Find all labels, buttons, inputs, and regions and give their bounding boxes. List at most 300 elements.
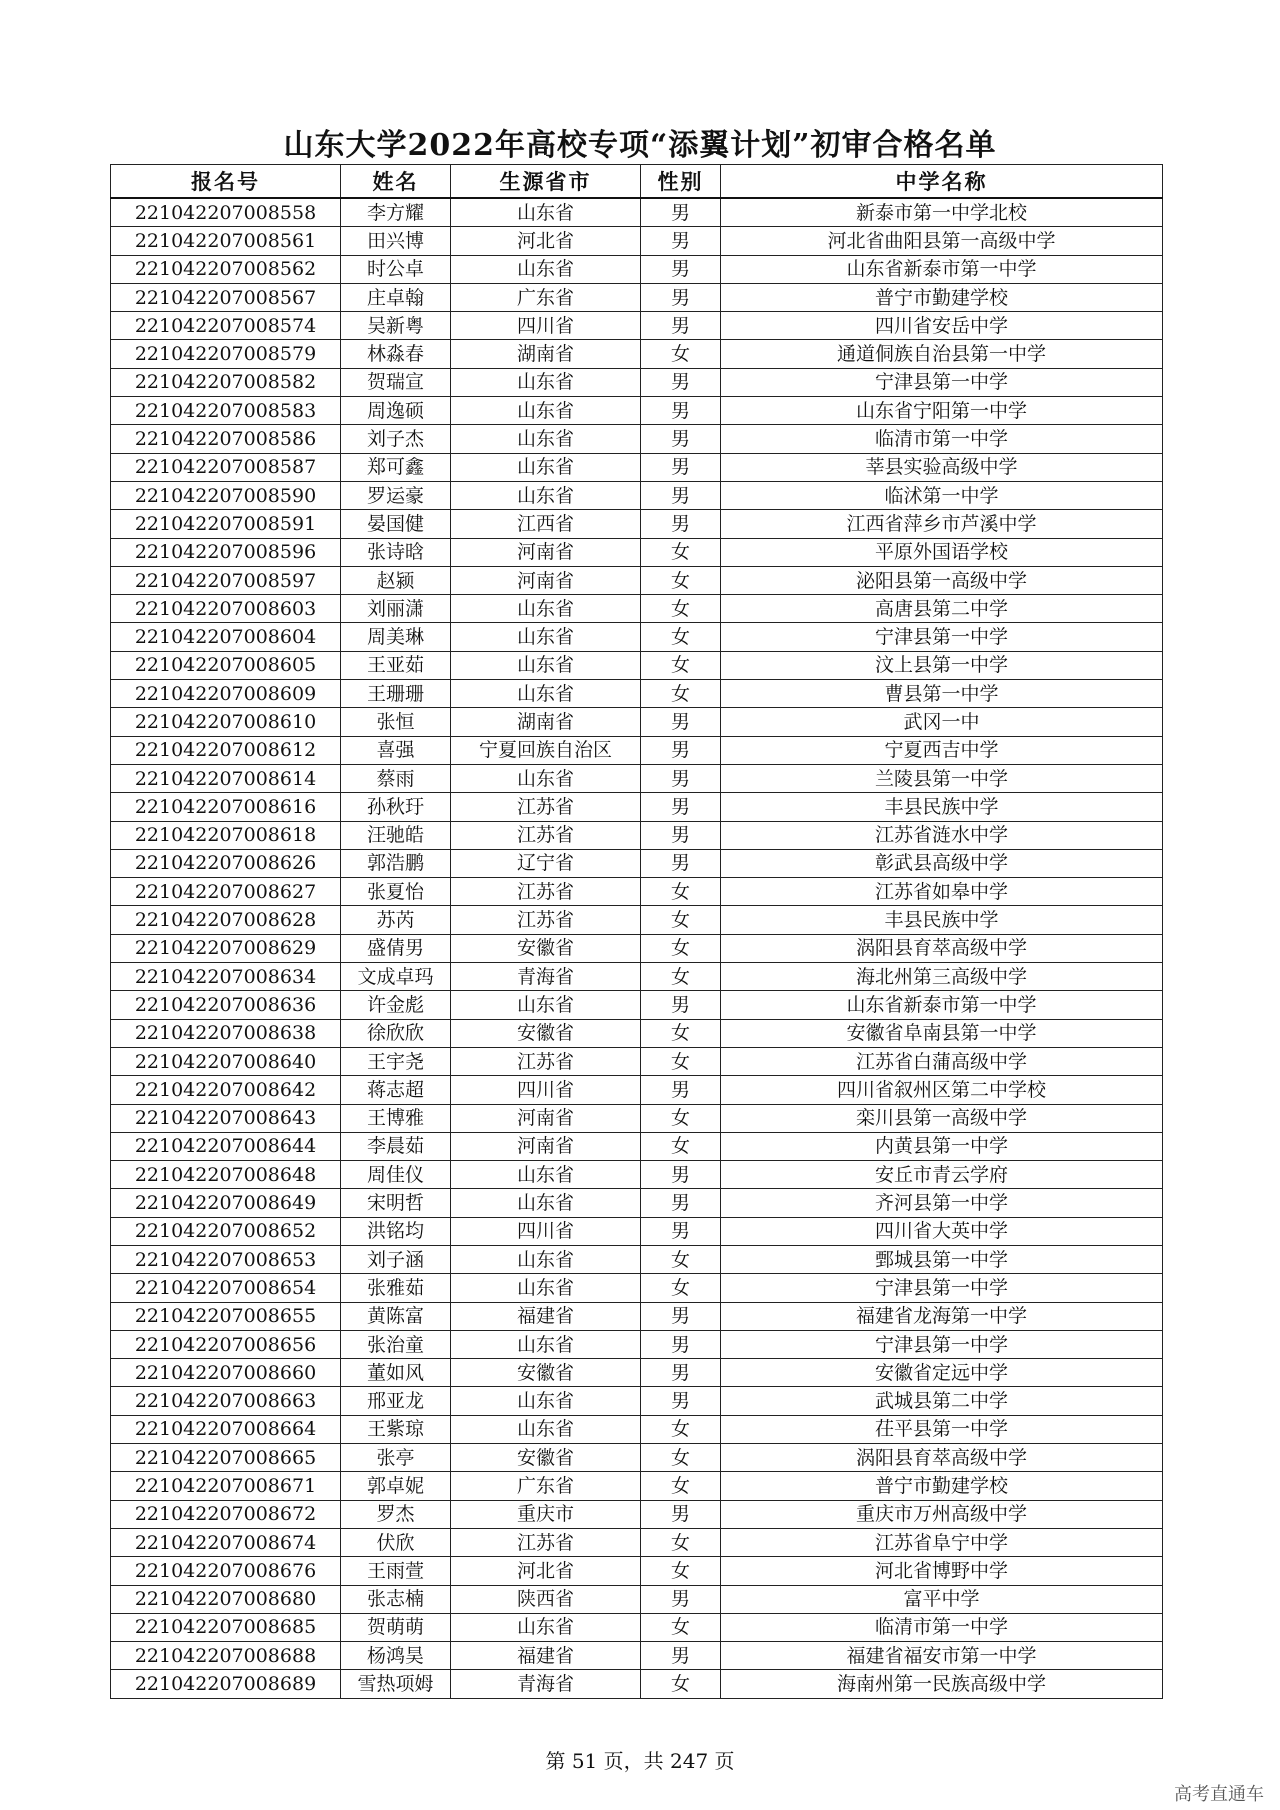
cell-name: 杨鸿昊 bbox=[341, 1642, 451, 1670]
cell-name: 贺瑞宣 bbox=[341, 368, 451, 396]
cell-registration-number: 221042207008672 bbox=[111, 1500, 341, 1528]
cell-name: 黄陈富 bbox=[341, 1302, 451, 1330]
table-row bbox=[111, 991, 1163, 1019]
table-row bbox=[111, 906, 1163, 934]
cell-school: 平原外国语学校 bbox=[721, 538, 1163, 566]
cell-province: 山东省 bbox=[451, 481, 641, 509]
cell-registration-number: 221042207008654 bbox=[111, 1274, 341, 1302]
cell-gender: 女 bbox=[641, 1274, 721, 1302]
cell-registration-number: 221042207008656 bbox=[111, 1330, 341, 1358]
table-row bbox=[111, 1500, 1163, 1528]
table-row bbox=[111, 312, 1163, 340]
table-row bbox=[111, 1047, 1163, 1075]
table-row bbox=[111, 963, 1163, 991]
cell-name: 文成卓玛 bbox=[341, 963, 451, 991]
cell-province: 山东省 bbox=[451, 1613, 641, 1641]
cell-gender: 女 bbox=[641, 1528, 721, 1556]
cell-province: 广东省 bbox=[451, 1472, 641, 1500]
cell-registration-number: 221042207008674 bbox=[111, 1528, 341, 1556]
cell-gender: 女 bbox=[641, 1132, 721, 1160]
cell-school: 泌阳县第一高级中学 bbox=[721, 566, 1163, 594]
cell-school: 丰县民族中学 bbox=[721, 793, 1163, 821]
cell-gender: 男 bbox=[641, 1585, 721, 1613]
table-row bbox=[111, 283, 1163, 311]
cell-province: 山东省 bbox=[451, 1387, 641, 1415]
cell-gender: 女 bbox=[641, 878, 721, 906]
table-row bbox=[111, 821, 1163, 849]
cell-province: 青海省 bbox=[451, 963, 641, 991]
table-row bbox=[111, 1330, 1163, 1358]
cell-province: 福建省 bbox=[451, 1642, 641, 1670]
cell-province: 安徽省 bbox=[451, 1359, 641, 1387]
table-row bbox=[111, 1189, 1163, 1217]
cell-school: 齐河县第一中学 bbox=[721, 1189, 1163, 1217]
cell-registration-number: 221042207008590 bbox=[111, 481, 341, 509]
cell-province: 河北省 bbox=[451, 227, 641, 255]
cell-registration-number: 221042207008626 bbox=[111, 849, 341, 877]
table-row bbox=[111, 1472, 1163, 1500]
cell-name: 吴新粤 bbox=[341, 312, 451, 340]
cell-registration-number: 221042207008597 bbox=[111, 566, 341, 594]
cell-name: 郑可鑫 bbox=[341, 453, 451, 481]
cell-gender: 男 bbox=[641, 1330, 721, 1358]
cell-school: 莘县实验高级中学 bbox=[721, 453, 1163, 481]
table-row bbox=[111, 651, 1163, 679]
table-header-row bbox=[111, 165, 1163, 199]
cell-name: 王雨萱 bbox=[341, 1557, 451, 1585]
cell-school: 江苏省阜宁中学 bbox=[721, 1528, 1163, 1556]
cell-name: 王珊珊 bbox=[341, 680, 451, 708]
cell-registration-number: 221042207008603 bbox=[111, 595, 341, 623]
cell-registration-number: 221042207008642 bbox=[111, 1076, 341, 1104]
cell-province: 山东省 bbox=[451, 198, 641, 227]
cell-school: 临清市第一中学 bbox=[721, 425, 1163, 453]
cell-province: 河南省 bbox=[451, 1132, 641, 1160]
cell-registration-number: 221042207008636 bbox=[111, 991, 341, 1019]
cell-school: 河北省曲阳县第一高级中学 bbox=[721, 227, 1163, 255]
cell-school: 江苏省如皋中学 bbox=[721, 878, 1163, 906]
cell-school: 茌平县第一中学 bbox=[721, 1415, 1163, 1443]
cell-province: 辽宁省 bbox=[451, 849, 641, 877]
cell-school: 四川省大英中学 bbox=[721, 1217, 1163, 1245]
cell-province: 山东省 bbox=[451, 397, 641, 425]
table-row bbox=[111, 368, 1163, 396]
table-row bbox=[111, 1302, 1163, 1330]
cell-school: 临清市第一中学 bbox=[721, 1613, 1163, 1641]
table-row bbox=[111, 1670, 1163, 1698]
cell-name: 盛倩男 bbox=[341, 934, 451, 962]
cell-province: 陕西省 bbox=[451, 1585, 641, 1613]
cell-name: 王博雅 bbox=[341, 1104, 451, 1132]
table-row bbox=[111, 1557, 1163, 1585]
cell-province: 山东省 bbox=[451, 1415, 641, 1443]
cell-registration-number: 221042207008616 bbox=[111, 793, 341, 821]
cell-gender: 男 bbox=[641, 736, 721, 764]
table-row bbox=[111, 708, 1163, 736]
cell-school: 涡阳县育萃高级中学 bbox=[721, 934, 1163, 962]
cell-school: 武冈一中 bbox=[721, 708, 1163, 736]
cell-gender: 女 bbox=[641, 1245, 721, 1273]
page-footer: 第 51 页，共 247 页 bbox=[545, 1749, 735, 1773]
cell-name: 周佳仪 bbox=[341, 1161, 451, 1189]
table-row bbox=[111, 623, 1163, 651]
cell-registration-number: 221042207008609 bbox=[111, 680, 341, 708]
cell-province: 四川省 bbox=[451, 312, 641, 340]
cell-province: 山东省 bbox=[451, 651, 641, 679]
cell-registration-number: 221042207008664 bbox=[111, 1415, 341, 1443]
cell-province: 安徽省 bbox=[451, 1019, 641, 1047]
cell-province: 广东省 bbox=[451, 283, 641, 311]
header-name: 姓名 bbox=[341, 165, 451, 199]
cell-registration-number: 221042207008583 bbox=[111, 397, 341, 425]
cell-gender: 男 bbox=[641, 510, 721, 538]
cell-province: 江苏省 bbox=[451, 1528, 641, 1556]
cell-registration-number: 221042207008605 bbox=[111, 651, 341, 679]
table-row bbox=[111, 566, 1163, 594]
table-row bbox=[111, 1161, 1163, 1189]
cell-province: 山东省 bbox=[451, 1161, 641, 1189]
cell-registration-number: 221042207008614 bbox=[111, 764, 341, 792]
table-row bbox=[111, 1019, 1163, 1047]
cell-school: 河北省博野中学 bbox=[721, 1557, 1163, 1585]
cell-name: 晏国健 bbox=[341, 510, 451, 538]
table-row bbox=[111, 481, 1163, 509]
page-title: 山东大学2022年高校专项“添翼计划”初审合格名单 bbox=[283, 128, 997, 163]
header-gender: 性别 bbox=[641, 165, 721, 199]
cell-gender: 男 bbox=[641, 283, 721, 311]
cell-registration-number: 221042207008561 bbox=[111, 227, 341, 255]
cell-school: 福建省福安市第一中学 bbox=[721, 1642, 1163, 1670]
cell-gender: 女 bbox=[641, 1557, 721, 1585]
cell-name: 蔡雨 bbox=[341, 764, 451, 792]
table-row bbox=[111, 680, 1163, 708]
cell-name: 徐欣欣 bbox=[341, 1019, 451, 1047]
cell-name: 郭卓妮 bbox=[341, 1472, 451, 1500]
cell-province: 山东省 bbox=[451, 368, 641, 396]
cell-registration-number: 221042207008627 bbox=[111, 878, 341, 906]
cell-gender: 男 bbox=[641, 312, 721, 340]
cell-registration-number: 221042207008628 bbox=[111, 906, 341, 934]
cell-name: 周逸硕 bbox=[341, 397, 451, 425]
table-row bbox=[111, 227, 1163, 255]
cell-name: 刘丽潇 bbox=[341, 595, 451, 623]
cell-gender: 男 bbox=[641, 1387, 721, 1415]
cell-gender: 男 bbox=[641, 1161, 721, 1189]
cell-registration-number: 221042207008604 bbox=[111, 623, 341, 651]
cell-name: 雪热项姆 bbox=[341, 1670, 451, 1698]
cell-school: 福建省龙海第一中学 bbox=[721, 1302, 1163, 1330]
table-row bbox=[111, 1415, 1163, 1443]
cell-province: 山东省 bbox=[451, 680, 641, 708]
cell-name: 李晨茹 bbox=[341, 1132, 451, 1160]
cell-name: 张亭 bbox=[341, 1444, 451, 1472]
cell-school: 武城县第二中学 bbox=[721, 1387, 1163, 1415]
cell-school: 新泰市第一中学北校 bbox=[721, 198, 1163, 227]
cell-registration-number: 221042207008649 bbox=[111, 1189, 341, 1217]
cell-school: 四川省安岳中学 bbox=[721, 312, 1163, 340]
cell-name: 许金彪 bbox=[341, 991, 451, 1019]
cell-registration-number: 221042207008676 bbox=[111, 1557, 341, 1585]
cell-name: 罗杰 bbox=[341, 1500, 451, 1528]
cell-school: 安徽省阜南县第一中学 bbox=[721, 1019, 1163, 1047]
table-row bbox=[111, 849, 1163, 877]
cell-registration-number: 221042207008582 bbox=[111, 368, 341, 396]
cell-gender: 女 bbox=[641, 1444, 721, 1472]
cell-gender: 男 bbox=[641, 764, 721, 792]
candidate-table bbox=[110, 164, 1163, 1699]
cell-registration-number: 221042207008660 bbox=[111, 1359, 341, 1387]
cell-province: 河南省 bbox=[451, 566, 641, 594]
cell-school: 涡阳县育萃高级中学 bbox=[721, 1444, 1163, 1472]
cell-school: 汶上县第一中学 bbox=[721, 651, 1163, 679]
cell-registration-number: 221042207008610 bbox=[111, 708, 341, 736]
cell-province: 安徽省 bbox=[451, 1444, 641, 1472]
cell-name: 张诗晗 bbox=[341, 538, 451, 566]
cell-gender: 女 bbox=[641, 566, 721, 594]
cell-registration-number: 221042207008558 bbox=[111, 198, 341, 227]
cell-name: 苏芮 bbox=[341, 906, 451, 934]
cell-name: 刘子杰 bbox=[341, 425, 451, 453]
cell-school: 宁津县第一中学 bbox=[721, 368, 1163, 396]
cell-name: 张恒 bbox=[341, 708, 451, 736]
table-row bbox=[111, 1132, 1163, 1160]
cell-registration-number: 221042207008653 bbox=[111, 1245, 341, 1273]
cell-gender: 女 bbox=[641, 1670, 721, 1698]
table-body bbox=[111, 198, 1163, 1698]
cell-name: 王宇尧 bbox=[341, 1047, 451, 1075]
table-row bbox=[111, 1359, 1163, 1387]
cell-gender: 女 bbox=[641, 1104, 721, 1132]
cell-gender: 男 bbox=[641, 1642, 721, 1670]
cell-school: 临沭第一中学 bbox=[721, 481, 1163, 509]
cell-school: 海南州第一民族高级中学 bbox=[721, 1670, 1163, 1698]
table-row bbox=[111, 1444, 1163, 1472]
cell-registration-number: 221042207008688 bbox=[111, 1642, 341, 1670]
cell-school: 兰陵县第一中学 bbox=[721, 764, 1163, 792]
cell-school: 彰武县高级中学 bbox=[721, 849, 1163, 877]
cell-school: 普宁市勤建学校 bbox=[721, 283, 1163, 311]
cell-gender: 男 bbox=[641, 227, 721, 255]
table-row bbox=[111, 1528, 1163, 1556]
cell-gender: 女 bbox=[641, 623, 721, 651]
cell-name: 刘子涵 bbox=[341, 1245, 451, 1273]
cell-gender: 女 bbox=[641, 1047, 721, 1075]
cell-name: 周美琳 bbox=[341, 623, 451, 651]
cell-school: 栾川县第一高级中学 bbox=[721, 1104, 1163, 1132]
cell-name: 罗运豪 bbox=[341, 481, 451, 509]
cell-gender: 男 bbox=[641, 1500, 721, 1528]
cell-gender: 男 bbox=[641, 397, 721, 425]
cell-name: 董如风 bbox=[341, 1359, 451, 1387]
table-row bbox=[111, 878, 1163, 906]
cell-registration-number: 221042207008644 bbox=[111, 1132, 341, 1160]
table-row bbox=[111, 1104, 1163, 1132]
cell-registration-number: 221042207008586 bbox=[111, 425, 341, 453]
cell-school: 宁津县第一中学 bbox=[721, 1330, 1163, 1358]
cell-gender: 女 bbox=[641, 651, 721, 679]
cell-name: 庄卓翰 bbox=[341, 283, 451, 311]
cell-province: 四川省 bbox=[451, 1076, 641, 1104]
cell-registration-number: 221042207008652 bbox=[111, 1217, 341, 1245]
cell-province: 河南省 bbox=[451, 1104, 641, 1132]
header-province: 生源省市 bbox=[451, 165, 641, 199]
cell-province: 河南省 bbox=[451, 538, 641, 566]
cell-school: 宁夏西吉中学 bbox=[721, 736, 1163, 764]
table-row bbox=[111, 1274, 1163, 1302]
cell-province: 江苏省 bbox=[451, 821, 641, 849]
cell-registration-number: 221042207008685 bbox=[111, 1613, 341, 1641]
cell-gender: 男 bbox=[641, 453, 721, 481]
cell-name: 贺萌萌 bbox=[341, 1613, 451, 1641]
cell-province: 山东省 bbox=[451, 1189, 641, 1217]
cell-name: 张夏怡 bbox=[341, 878, 451, 906]
cell-name: 张治童 bbox=[341, 1330, 451, 1358]
cell-registration-number: 221042207008655 bbox=[111, 1302, 341, 1330]
table-row bbox=[111, 1076, 1163, 1104]
cell-gender: 男 bbox=[641, 1189, 721, 1217]
table-row bbox=[111, 1245, 1163, 1273]
table-row bbox=[111, 595, 1163, 623]
cell-registration-number: 221042207008680 bbox=[111, 1585, 341, 1613]
cell-province: 山东省 bbox=[451, 1274, 641, 1302]
cell-gender: 女 bbox=[641, 595, 721, 623]
cell-registration-number: 221042207008640 bbox=[111, 1047, 341, 1075]
cell-registration-number: 221042207008574 bbox=[111, 312, 341, 340]
table-row bbox=[111, 764, 1163, 792]
table-row bbox=[111, 1217, 1163, 1245]
cell-school: 内黄县第一中学 bbox=[721, 1132, 1163, 1160]
watermark: 高考直通车 bbox=[1174, 1784, 1264, 1805]
cell-school: 丰县民族中学 bbox=[721, 906, 1163, 934]
cell-name: 伏欣 bbox=[341, 1528, 451, 1556]
cell-gender: 女 bbox=[641, 1472, 721, 1500]
cell-name: 张志楠 bbox=[341, 1585, 451, 1613]
cell-province: 山东省 bbox=[451, 764, 641, 792]
cell-province: 山东省 bbox=[451, 453, 641, 481]
cell-gender: 女 bbox=[641, 906, 721, 934]
cell-registration-number: 221042207008567 bbox=[111, 283, 341, 311]
cell-registration-number: 221042207008591 bbox=[111, 510, 341, 538]
cell-gender: 男 bbox=[641, 708, 721, 736]
cell-school: 高唐县第二中学 bbox=[721, 595, 1163, 623]
table-row bbox=[111, 397, 1163, 425]
cell-name: 张雅茹 bbox=[341, 1274, 451, 1302]
cell-school: 鄄城县第一中学 bbox=[721, 1245, 1163, 1273]
cell-province: 山东省 bbox=[451, 991, 641, 1019]
cell-registration-number: 221042207008665 bbox=[111, 1444, 341, 1472]
cell-gender: 女 bbox=[641, 1019, 721, 1047]
cell-school: 普宁市勤建学校 bbox=[721, 1472, 1163, 1500]
cell-province: 山东省 bbox=[451, 425, 641, 453]
cell-name: 李方耀 bbox=[341, 198, 451, 227]
cell-province: 山东省 bbox=[451, 595, 641, 623]
cell-school: 江西省萍乡市芦溪中学 bbox=[721, 510, 1163, 538]
cell-name: 王紫琼 bbox=[341, 1415, 451, 1443]
cell-province: 山东省 bbox=[451, 1245, 641, 1273]
table-row bbox=[111, 453, 1163, 481]
cell-gender: 女 bbox=[641, 1613, 721, 1641]
cell-registration-number: 221042207008634 bbox=[111, 963, 341, 991]
cell-registration-number: 221042207008643 bbox=[111, 1104, 341, 1132]
cell-school: 通道侗族自治县第一中学 bbox=[721, 340, 1163, 368]
table-row bbox=[111, 1387, 1163, 1415]
cell-name: 邢亚龙 bbox=[341, 1387, 451, 1415]
cell-province: 河北省 bbox=[451, 1557, 641, 1585]
cell-school: 富平中学 bbox=[721, 1585, 1163, 1613]
cell-gender: 男 bbox=[641, 849, 721, 877]
cell-province: 江苏省 bbox=[451, 793, 641, 821]
cell-name: 赵颍 bbox=[341, 566, 451, 594]
cell-school: 宁津县第一中学 bbox=[721, 1274, 1163, 1302]
cell-gender: 男 bbox=[641, 1217, 721, 1245]
table-row bbox=[111, 793, 1163, 821]
table-row bbox=[111, 1613, 1163, 1641]
table-row bbox=[111, 934, 1163, 962]
cell-name: 林淼春 bbox=[341, 340, 451, 368]
cell-province: 湖南省 bbox=[451, 340, 641, 368]
cell-school: 江苏省涟水中学 bbox=[721, 821, 1163, 849]
cell-gender: 男 bbox=[641, 255, 721, 283]
cell-province: 江苏省 bbox=[451, 878, 641, 906]
cell-registration-number: 221042207008587 bbox=[111, 453, 341, 481]
cell-province: 山东省 bbox=[451, 255, 641, 283]
cell-registration-number: 221042207008596 bbox=[111, 538, 341, 566]
cell-name: 郭浩鹏 bbox=[341, 849, 451, 877]
cell-registration-number: 221042207008562 bbox=[111, 255, 341, 283]
cell-province: 重庆市 bbox=[451, 1500, 641, 1528]
cell-gender: 男 bbox=[641, 198, 721, 227]
cell-province: 安徽省 bbox=[451, 934, 641, 962]
cell-registration-number: 221042207008663 bbox=[111, 1387, 341, 1415]
cell-name: 田兴博 bbox=[341, 227, 451, 255]
cell-name: 蒋志超 bbox=[341, 1076, 451, 1104]
table-row bbox=[111, 198, 1163, 227]
table-row bbox=[111, 510, 1163, 538]
cell-registration-number: 221042207008638 bbox=[111, 1019, 341, 1047]
cell-gender: 女 bbox=[641, 538, 721, 566]
cell-province: 宁夏回族自治区 bbox=[451, 736, 641, 764]
header-school: 中学名称 bbox=[721, 165, 1163, 199]
cell-province: 四川省 bbox=[451, 1217, 641, 1245]
cell-province: 湖南省 bbox=[451, 708, 641, 736]
cell-gender: 男 bbox=[641, 821, 721, 849]
cell-name: 王亚茹 bbox=[341, 651, 451, 679]
cell-school: 宁津县第一中学 bbox=[721, 623, 1163, 651]
table-row bbox=[111, 255, 1163, 283]
cell-province: 山东省 bbox=[451, 1330, 641, 1358]
cell-school: 江苏省白蒲高级中学 bbox=[721, 1047, 1163, 1075]
table-row bbox=[111, 425, 1163, 453]
cell-gender: 女 bbox=[641, 340, 721, 368]
cell-province: 山东省 bbox=[451, 623, 641, 651]
cell-gender: 男 bbox=[641, 1359, 721, 1387]
cell-school: 山东省新泰市第一中学 bbox=[721, 991, 1163, 1019]
cell-school: 重庆市万州高级中学 bbox=[721, 1500, 1163, 1528]
cell-gender: 男 bbox=[641, 991, 721, 1019]
cell-gender: 男 bbox=[641, 368, 721, 396]
cell-registration-number: 221042207008629 bbox=[111, 934, 341, 962]
cell-school: 安徽省定远中学 bbox=[721, 1359, 1163, 1387]
cell-school: 曹县第一中学 bbox=[721, 680, 1163, 708]
cell-school: 海北州第三高级中学 bbox=[721, 963, 1163, 991]
cell-registration-number: 221042207008689 bbox=[111, 1670, 341, 1698]
table-row bbox=[111, 538, 1163, 566]
cell-gender: 男 bbox=[641, 481, 721, 509]
cell-name: 喜强 bbox=[341, 736, 451, 764]
cell-registration-number: 221042207008671 bbox=[111, 1472, 341, 1500]
table-row bbox=[111, 1642, 1163, 1670]
cell-gender: 女 bbox=[641, 934, 721, 962]
